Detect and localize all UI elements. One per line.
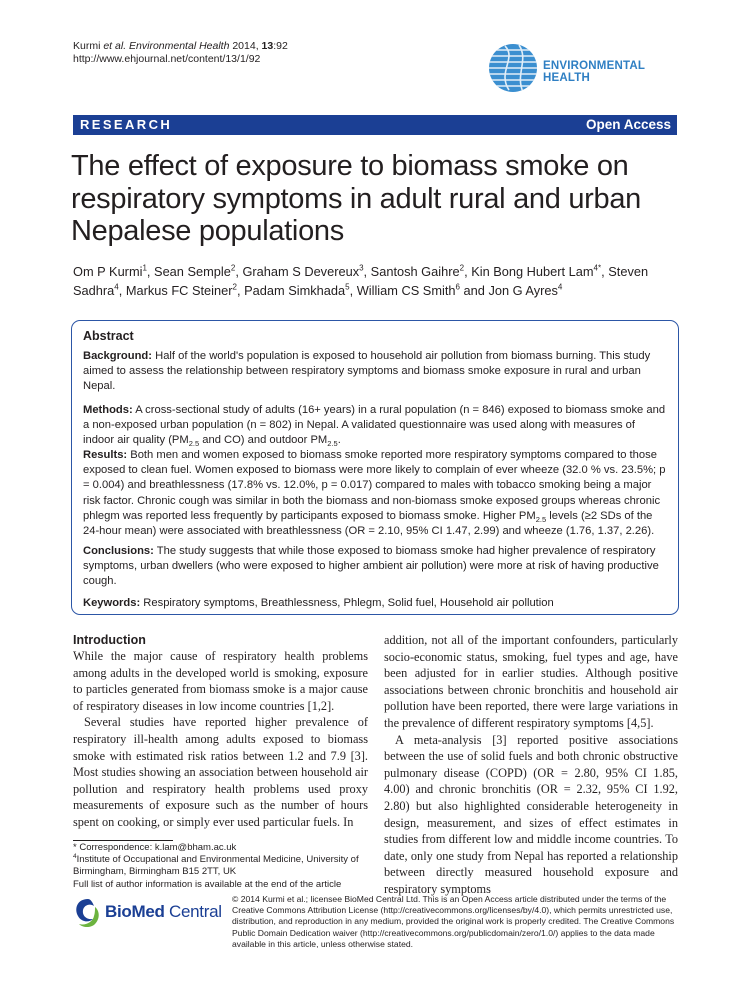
- citation-et-al: et al.: [103, 40, 127, 52]
- abstract-keywords: Keywords: Respiratory symptoms, Breathlessness, Phlegm, Solid fuel, Household air pollution: [83, 597, 554, 609]
- author-name: Jon G Ayres: [488, 283, 558, 298]
- author-affiliation: 6: [455, 282, 460, 292]
- author-name: Sean Semple: [154, 264, 231, 279]
- author-affiliation: 2: [459, 263, 465, 273]
- biomed-swirl-icon: [73, 897, 103, 929]
- author-affiliation: 1: [142, 263, 147, 273]
- abstract-methods: Methods: A cross-sectional study of adults (16+ years) in a rural population (n = 846) exposed to biomass smoke and a non-exposed urban population (n = 802) in Nepal. A validated questionnaire was used along with measures of indoor air quality ($PM_{2.5}$ and CO) and outdoor $PM_{2.5}$.: [83, 404, 666, 449]
- author-affiliation: 4: [114, 282, 119, 292]
- section-heading-introduction: Introduction: [73, 633, 146, 647]
- body-paragraph: While the major cause of respiratory health problems among adults in the developed world is smoking, exposure to particles generated from biomass smoke is a major cause of respiratory diseases in low income countries [1,2].: [73, 649, 368, 713]
- author-name: Padam Simkhada: [244, 283, 346, 298]
- citation-authors: Kurmi: [73, 40, 101, 52]
- author-affiliation: 2: [232, 282, 237, 292]
- article-type-banner: [73, 115, 677, 135]
- author-name: William CS Smith: [356, 283, 456, 298]
- citation-article-number: :92: [273, 40, 288, 52]
- abstract-box: [71, 320, 679, 615]
- author-name: Markus FC Steiner: [125, 283, 233, 298]
- citation-year: 2014,: [232, 40, 259, 52]
- author-name: Steven Sadhra: [73, 264, 649, 298]
- open-access-label: Open Access: [585, 117, 671, 132]
- author-affiliation: 4: [557, 282, 563, 292]
- journal-logo-text: ENVIRONMENTAL HEALTH: [543, 60, 645, 84]
- body-paragraph: Several studies have reported higher prevalence of respiratory ill-health among adults exposed to biomass smoke with estimated risk ratios between 1.2 and 7.9 [3]. Most studies showing an association between household air pollution and respiratory health problems used proxy measurements of exposure such as the number of hours spent on cooking, or simply ever used particular fuels. In: [73, 715, 368, 829]
- author-name: Santosh Gaihre: [370, 264, 460, 279]
- author-affiliation: 3: [359, 263, 364, 273]
- globe-icon: [487, 42, 539, 94]
- keywords-label: Keywords:: [83, 597, 141, 609]
- biomed-central-logo: [73, 895, 223, 929]
- background-text: Half of the world's population is exposed to household air pollution from biomass burning. This study aimed to assess the relationship between respiratory symptoms and biomass smoke exposure in rural and urban Nepal.: [83, 350, 651, 393]
- journal-logo: [487, 42, 687, 92]
- article-url[interactable]: http://www.ehjournal.net/content/13/1/92: [73, 53, 261, 65]
- citation-line: [73, 40, 288, 53]
- abstract-results: Results: Both men and women exposed to biomass smoke reported more respiratory symptoms compared to those exposed to clean fuel. Women exposed to biomass were more likely to complain of ever wheeze (32.0 % vs. 23.5%; p = 0.004) and breathlessness (17.8% vs. 12.0%, p = 0.017) compared to males with tobacco smoking being a major risk factor. Chronic cough was similar in both the biomass and non-biomass smoke exposed groups whereas chronic phlegm was reported less frequently by participants exposed to biomass smoke. Higher $PM_{2.5}$ levels (≥2 SDs of the 24-hour mean) were associated with breathlessness (OR = 2.10, 95% CI 1.47, 2.99) and wheeze (1.76, 1.37, 2.26).: [83, 449, 666, 538]
- abstract-conclusions: Conclusions: The study suggests that while those exposed to biomass smoke had higher prevalence of respiratory symptoms, urban dwellers (who were exposed to higher ambient air pollution) were more at risk of having productive cough.: [83, 545, 659, 588]
- article-type-label: RESEARCH: [80, 117, 173, 132]
- body-column-left: [73, 632, 368, 831]
- methods-label: Methods:: [83, 404, 133, 416]
- affiliation-note: $^4$Institute of Occupational and Environmental Medicine, University of Birmingham, Birmingham B15 2TT, UK: [73, 853, 359, 878]
- footnote-divider: [73, 840, 173, 841]
- body-column-right: [384, 632, 678, 898]
- author-affiliation: 4*: [593, 263, 602, 273]
- author-name: Kin Bong Hubert Lam: [471, 264, 594, 279]
- background-label: Background:: [83, 350, 152, 362]
- footnotes: [73, 842, 363, 891]
- author-affiliation: 2: [230, 263, 236, 273]
- author-list: Om P Kurmi$^1$, Sean Semple$^2$, Graham S Devereux$^3$, Santosh Gaihre$^2$, Kin Bong Hubert Lam$^{4*}$, Steven Sadhra$^4$, Markus FC Steiner$^2$, Padam Simkhada$^5$, William CS Smith$^6$ and Jon G Ayres$^4$: [73, 263, 649, 298]
- citation-volume: 13: [261, 40, 274, 52]
- citation-journal: Environmental Health: [129, 40, 230, 52]
- conclusions-label: Conclusions:: [83, 545, 154, 557]
- author-affiliation: 5: [345, 282, 350, 292]
- results-label: Results:: [83, 449, 128, 461]
- license-statement: © 2014 Kurmi et al.; licensee BioMed Central Ltd. This is an Open Access article distributed under the terms of the Creative Commons Attribution License (http://creativecommons.org/licenses/by/4.0), which permits unrestricted use, distribution, and reproduction in any medium, provided the original work is properly credited. The Creative Commons Public Domain Dedication waiver (http://creativecommons.org/publicdomain/zero/1.0/) applies to the data made available in this article, unless otherwise stated.: [232, 894, 675, 949]
- author-info-note: Full list of author information is available at the end of the article: [73, 878, 342, 890]
- header-citation: [73, 40, 288, 66]
- author-name: Om P Kurmi: [73, 264, 143, 279]
- abstract-background: [83, 349, 668, 395]
- author-name: Graham S Devereux: [242, 264, 360, 279]
- abstract-heading: Abstract: [83, 329, 134, 343]
- body-paragraph: A meta-analysis [3] reported positive associations between the use of solid fuels and both chronic obstructive pulmonary disease (COPD) (OR = 2.80, 95% CI 1.85, 4.00) and chronic bronchitis (OR = 2.32, 95% CI 1.92, 2.80) but also highlighted considerable heterogeneity in design, measurement, and sizes of effect estimates in studies from different low and middle income countries. To date, only one study from Nepal has reported a relationship between directly measured household exposure and respiratory symptoms: [384, 732, 678, 896]
- body-paragraph: addition, not all of the important confounders, particularly socio-economic status, smoking, fuel types and age, have been adjusted for in earlier studies. Although positive associations between chronic bronchitis and household air pollution have been reported, there were large variations in the prevalence of different respiratory symptoms [4,5].: [384, 633, 678, 730]
- correspondence-note[interactable]: * Correspondence: k.lam@bham.ac.uk: [73, 842, 237, 853]
- article-title: The effect of exposure to biomass smoke on respiratory symptoms in adult rural and urban Nepalese populations: [71, 150, 641, 247]
- biomed-central-wordmark: BioMed Central: [105, 902, 222, 921]
